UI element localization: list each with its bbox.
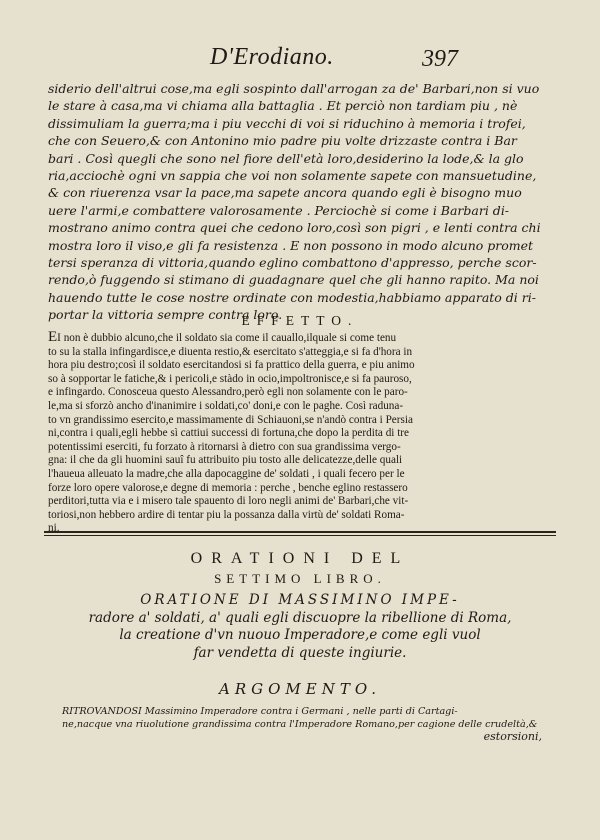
effetto-text <box>48 331 548 536</box>
section-rule-thin <box>44 535 556 536</box>
text-line: forze loro opere valorose,e degne di memoria : perche , benche eglino restassero <box>48 481 408 494</box>
text-line: toriosi,non hebbero ardire di tentar piu la possanza dalla virtù de' soldati Roma- <box>48 508 405 521</box>
title-line: radore a' soldati, a' quali egli discuopre la ribellione di Roma, <box>88 609 512 626</box>
text-line: ni. <box>48 522 60 535</box>
text-line: l'haueua alleuato la madre,che alla dapocaggine de' soldati , i quali fecero per le <box>48 467 405 480</box>
text-line: ne,nacque vna riuolutione grandissima contra l'Imperadore Romano,per cagione delle crudeltà,& <box>62 718 538 730</box>
text-line: so à sopportar le fatiche,& i pericoli,e stàdo in ocio,impoltronisce,e si fa pauroso, <box>48 372 412 385</box>
running-title: D'Erodiano. <box>210 44 334 70</box>
text-line: to vn grandissimo esercito,e massimamente di Schiauoni,se n'andò contra i Persia <box>48 413 413 426</box>
text-line: le,ma si sforzò ancho d'inanimire i soldati,co' doni,e con le paghe. Così raduna- <box>48 399 404 412</box>
text-line: portar la vittoria sempre contra loro. <box>48 307 283 323</box>
text-line: perditori,tutta via e i misero tale spauento di loro negli animi de' Barbari,che vit- <box>48 495 409 508</box>
title-line: ORATIONE DI MASSIMINO IMPE- <box>140 592 460 608</box>
text-line: mostra loro il viso,e gli fa resistenza . E non possono in modo alcuno promet <box>48 237 534 253</box>
section-rule <box>44 531 556 533</box>
title-line: far vendetta di queste ingiurie. <box>193 644 407 661</box>
text-line: tersi speranza di vittoria,quando eglino combattono d'appresso, perche scor- <box>48 255 537 271</box>
effetto-heading: EFFETTO. <box>241 313 359 328</box>
text-line: ria,acciochè ogni vn sappia che voi non solamente sapete con mansuetudine, <box>48 168 537 184</box>
section-subheading: SETTIMO LIBRO. <box>214 571 386 586</box>
text-line: e infingardo. Conosceua questo Alessandro,però egli non solamente con le paro- <box>48 386 408 399</box>
text-line: EI non è dubbio alcuno,che il soldato sia come il cauallo,ilquale si come tenu <box>48 329 397 345</box>
text-line: che con Seuero,& con Antonino mio padre piu volte drizzaste contra i Bar <box>48 133 517 149</box>
text-line: hora piu destro;così il soldato esercitandosi si fa prattico della guerra, e piu animo <box>48 359 415 372</box>
drop-cap: E <box>48 329 58 345</box>
argomento-heading: ARGOMENTO. <box>218 680 382 698</box>
text-line: mostrano animo contra quei che cedono loro,così son pigri , e lenti contra chi <box>48 220 541 236</box>
page-number: 397 <box>422 46 458 72</box>
text-line: dissimuliam la guerra;ma i piu vecchi di voi si riduchino à memoria i trofei, <box>48 115 526 131</box>
text-line: uere l'armi,e combattere valorosamente . Perciochè si come i Barbari di- <box>48 202 510 218</box>
text-line: to su la stalla infingardisce,e diuenta restio,& esercitato s'atteggia,e si fa d'hora in <box>48 345 413 358</box>
page-header <box>0 44 600 78</box>
text-line: potentissimi eserciti, fu forzato à ritornarsi à dietro con sua grandissima vergo- <box>48 440 401 453</box>
argomento-text <box>62 706 542 744</box>
text-line: gna: il che da gli huomini sauî fu attribuito piu tosto alle delicatezze,delle quali <box>48 454 403 467</box>
text-line: siderio dell'altrui cose,ma egli sospinto dall'arrogan za de' Barbari,non si vuo <box>48 81 540 96</box>
text-line: rendo,ò fuggendo si stimano di guadagnare quel che gli hanno rapito. Ma noi <box>48 272 539 288</box>
text-line: bari . Così quegli che sono nel fiore dell'età loro,desiderino la lode,& la glo <box>48 150 524 166</box>
section-heading: ORATIONI DEL <box>190 550 410 567</box>
text-line: hauendo tutte le cose nostre ordinate con modestia,habbiamo apparato di ri- <box>48 289 536 305</box>
text-line: le stare à casa,ma vi chiama alla battaglia . Et perciò non tardiam piu , nè <box>48 98 518 114</box>
oration-continuation-text <box>48 80 548 324</box>
oration-title <box>0 592 600 662</box>
text-line: ni,contra i quali,egli hebbe sì cattiui successi di fortuna,che dopo la perdita di tre <box>48 427 409 440</box>
text-line: & con riuerenza vsar la pace,ma sapete ancora quando egli è bisogno muo <box>48 185 522 201</box>
text-line: RITROVANDOSI Massimino Imperadore contra i Germani , nelle parti di Cartagi- <box>62 706 458 717</box>
title-line: la creatione d'vn nuouo Imperadore,e come egli vuol <box>119 627 481 643</box>
text-line: estorsioni, <box>483 730 542 743</box>
